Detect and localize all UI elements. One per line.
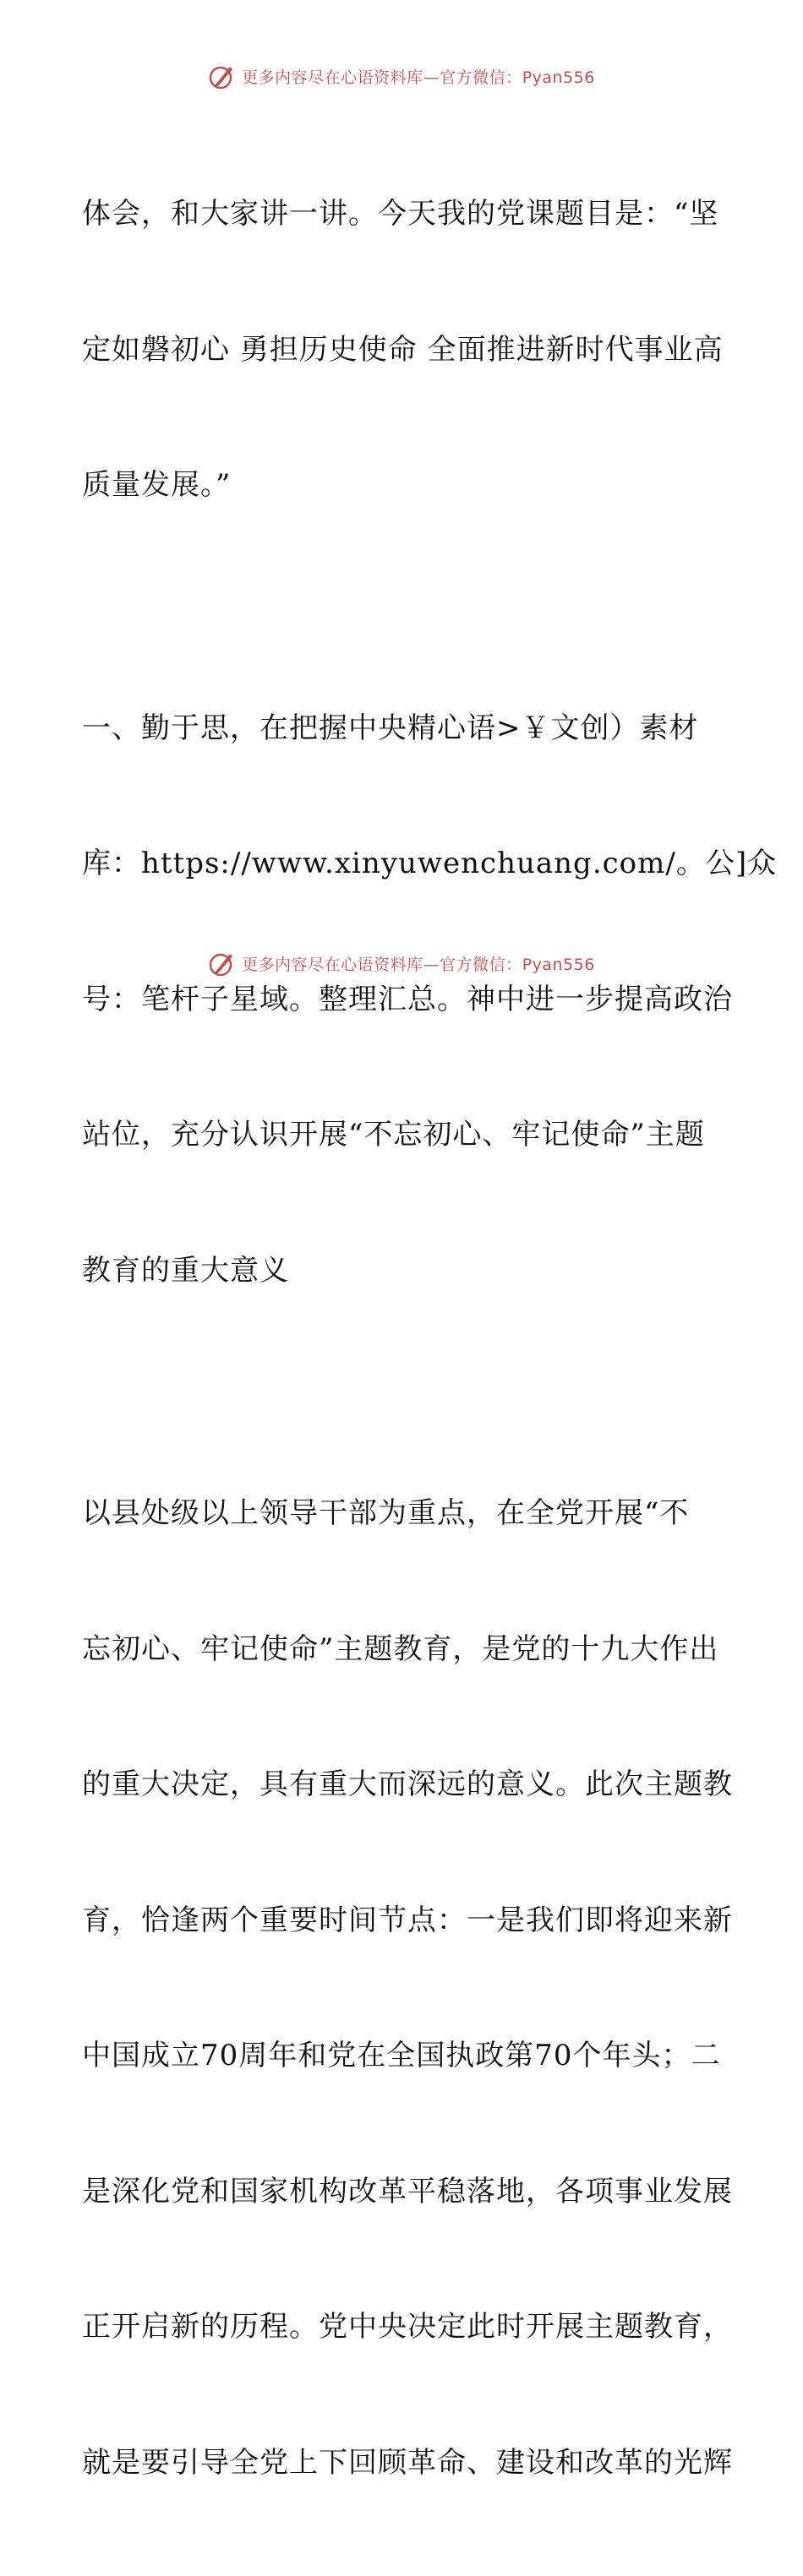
text-line: 中国成立70周年和党在全国执政第70个年头；二: [82, 2039, 721, 2072]
wechat-id: Pyan556: [522, 955, 595, 974]
text-line: 正开启新的历程。党中央决定此时开展主题教育，: [82, 2310, 733, 2344]
paragraph-1: [82, 101, 724, 599]
banner-separator: —: [423, 955, 440, 974]
header-banner-text: [242, 65, 595, 88]
quill-pen-logo-icon: [208, 62, 237, 90]
text-line: 以县处级以上领导干部为重点，在全党开展“不: [82, 1496, 690, 1530]
paragraph-3: [82, 1401, 733, 2576]
wechat-id: Pyan556: [522, 68, 595, 87]
text-line: 忘初心、牢记使命”主题教育，是党的十九大作出: [82, 1631, 719, 1666]
text-line: 站位，充分认识开展“不忘初心、牢记使命”主题: [82, 1118, 705, 1152]
text-line: 教育的重大意义: [82, 1253, 289, 1288]
text-line: 是深化党和国家机构改革平稳落地，各项事业发展: [82, 2174, 733, 2208]
footer-banner-text: [242, 952, 595, 975]
wechat-label: 官方微信：: [440, 955, 522, 974]
brand-text: 更多内容尽在心语资料库: [242, 955, 423, 974]
brand-text: 更多内容尽在心语资料库: [242, 68, 423, 87]
text-line: 的重大决定，具有重大而深远的意义。此次主题教: [82, 1767, 733, 1801]
text-line: 育，恰逢两个重要时间节点：一是我们即将迎来新: [82, 1903, 733, 1937]
text-line: 定如磐初心 勇担历史使命 全面推进新时代事业高: [82, 332, 724, 367]
text-line: 库：https://www.xinyuwenchuang.com/。公]众: [82, 847, 778, 880]
quill-pen-logo-icon: [208, 949, 237, 978]
text-line: 就是要引导全党上下回顾革命、建设和改革的光辉: [82, 2445, 733, 2480]
paragraph-2: [82, 616, 778, 1385]
header-banner: [0, 59, 803, 93]
text-line: 一、勤于思，在把握中央精心语>￥文创）素材: [82, 711, 699, 745]
banner-separator: —: [423, 68, 440, 87]
footer-banner: [0, 946, 803, 980]
document-body: [82, 101, 778, 2576]
text-line: 质量发展。”: [82, 468, 232, 502]
wechat-label: 官方微信：: [440, 68, 522, 87]
text-line: 体会，和大家讲一讲。今天我的党课题目是：“坚: [82, 197, 719, 231]
text-line: 号：笔杆子星域。整理汇总。神中进一步提高政治: [82, 982, 733, 1016]
